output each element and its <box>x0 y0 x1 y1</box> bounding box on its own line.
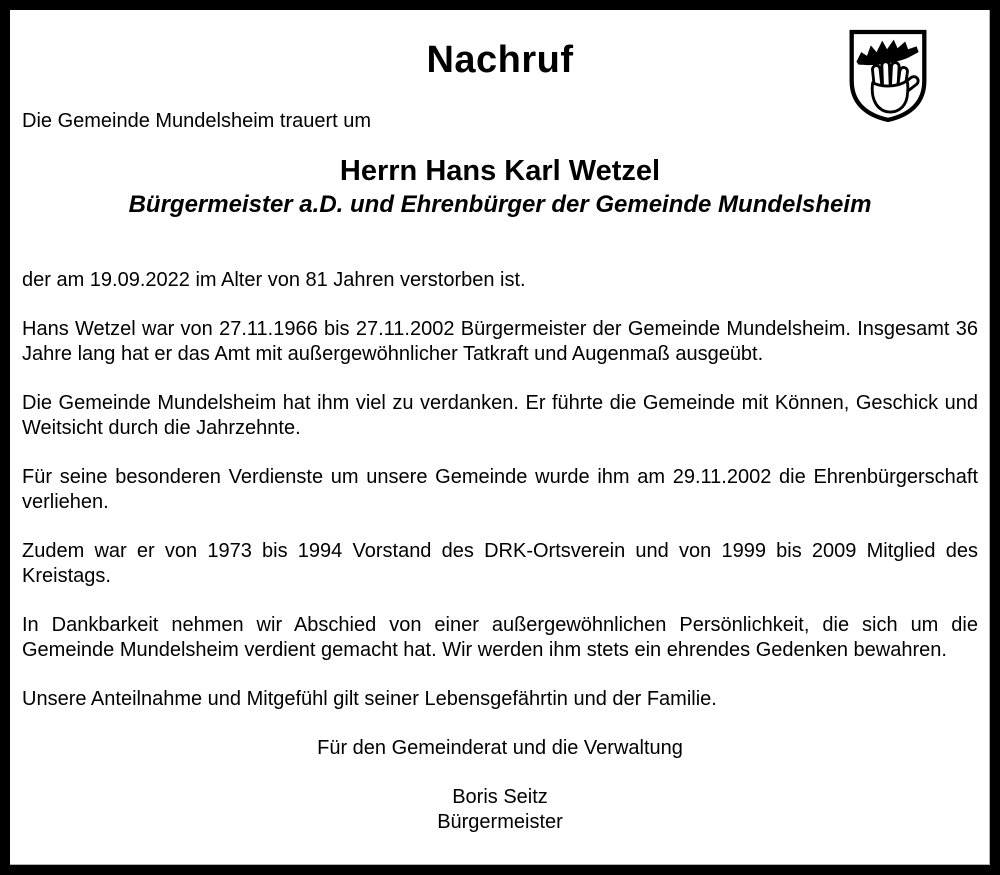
paragraph-farewell: In Dankbarkeit nehmen wir Abschied von einer außergewöhnlichen Persönlichkeit, die sich um die Gemeinde Mundelsheim verdient gemacht hat. Wir werden ihm stets ein ehrendes Gedenken bewahren. <box>22 614 978 661</box>
mundelsheim-coat-of-arms-icon <box>845 27 931 123</box>
signature-block <box>22 785 978 835</box>
signatory-role: Bürgermeister <box>437 811 563 833</box>
municipality-intro: Die Gemeinde Mundelsheim trauert um <box>22 110 372 132</box>
paragraph-gratitude: Die Gemeinde Mundelsheim hat ihm viel zu verdanken. Er führte die Gemeinde mit Können, Geschick und Weitsicht durch die Jahrzehnte. <box>22 392 978 439</box>
deceased-title: Bürgermeister a.D. und Ehrenbürger der Gemeinde Mundelsheim <box>128 191 872 218</box>
closing-line: Für den Gemeinderat und die Verwaltung <box>317 737 683 759</box>
paragraph-other-offices: Zudem war er von 1973 bis 1994 Vorstand des DRK-Ortsverein und von 1999 bis 2009 Mitglied des Kreistags. <box>22 540 978 587</box>
paragraph-tenure: Hans Wetzel war von 27.11.1966 bis 27.11.2002 Bürgermeister der Gemeinde Mundelsheim. Insgesamt 36 Jahre lang hat er das Amt mit außergewöhnlicher Tatkraft und Augenmaß ausgeübt. <box>22 318 978 365</box>
deceased-name: Herrn Hans Karl Wetzel <box>339 155 661 187</box>
paragraph-death-notice: der am 19.09.2022 im Alter von 81 Jahren verstorben ist. <box>22 269 526 291</box>
paragraph-condolence: Unsere Anteilnahme und Mitgefühl gilt seiner Lebensgefährtin und der Familie. <box>22 688 717 710</box>
page-title: Nachruf <box>426 39 574 81</box>
signatory-name: Boris Seitz <box>452 786 548 808</box>
paragraph-honorary-citizenship: Für seine besonderen Verdienste um unsere Gemeinde wurde ihm am 29.11.2002 die Ehrenbürgerschaft verliehen. <box>22 466 978 513</box>
